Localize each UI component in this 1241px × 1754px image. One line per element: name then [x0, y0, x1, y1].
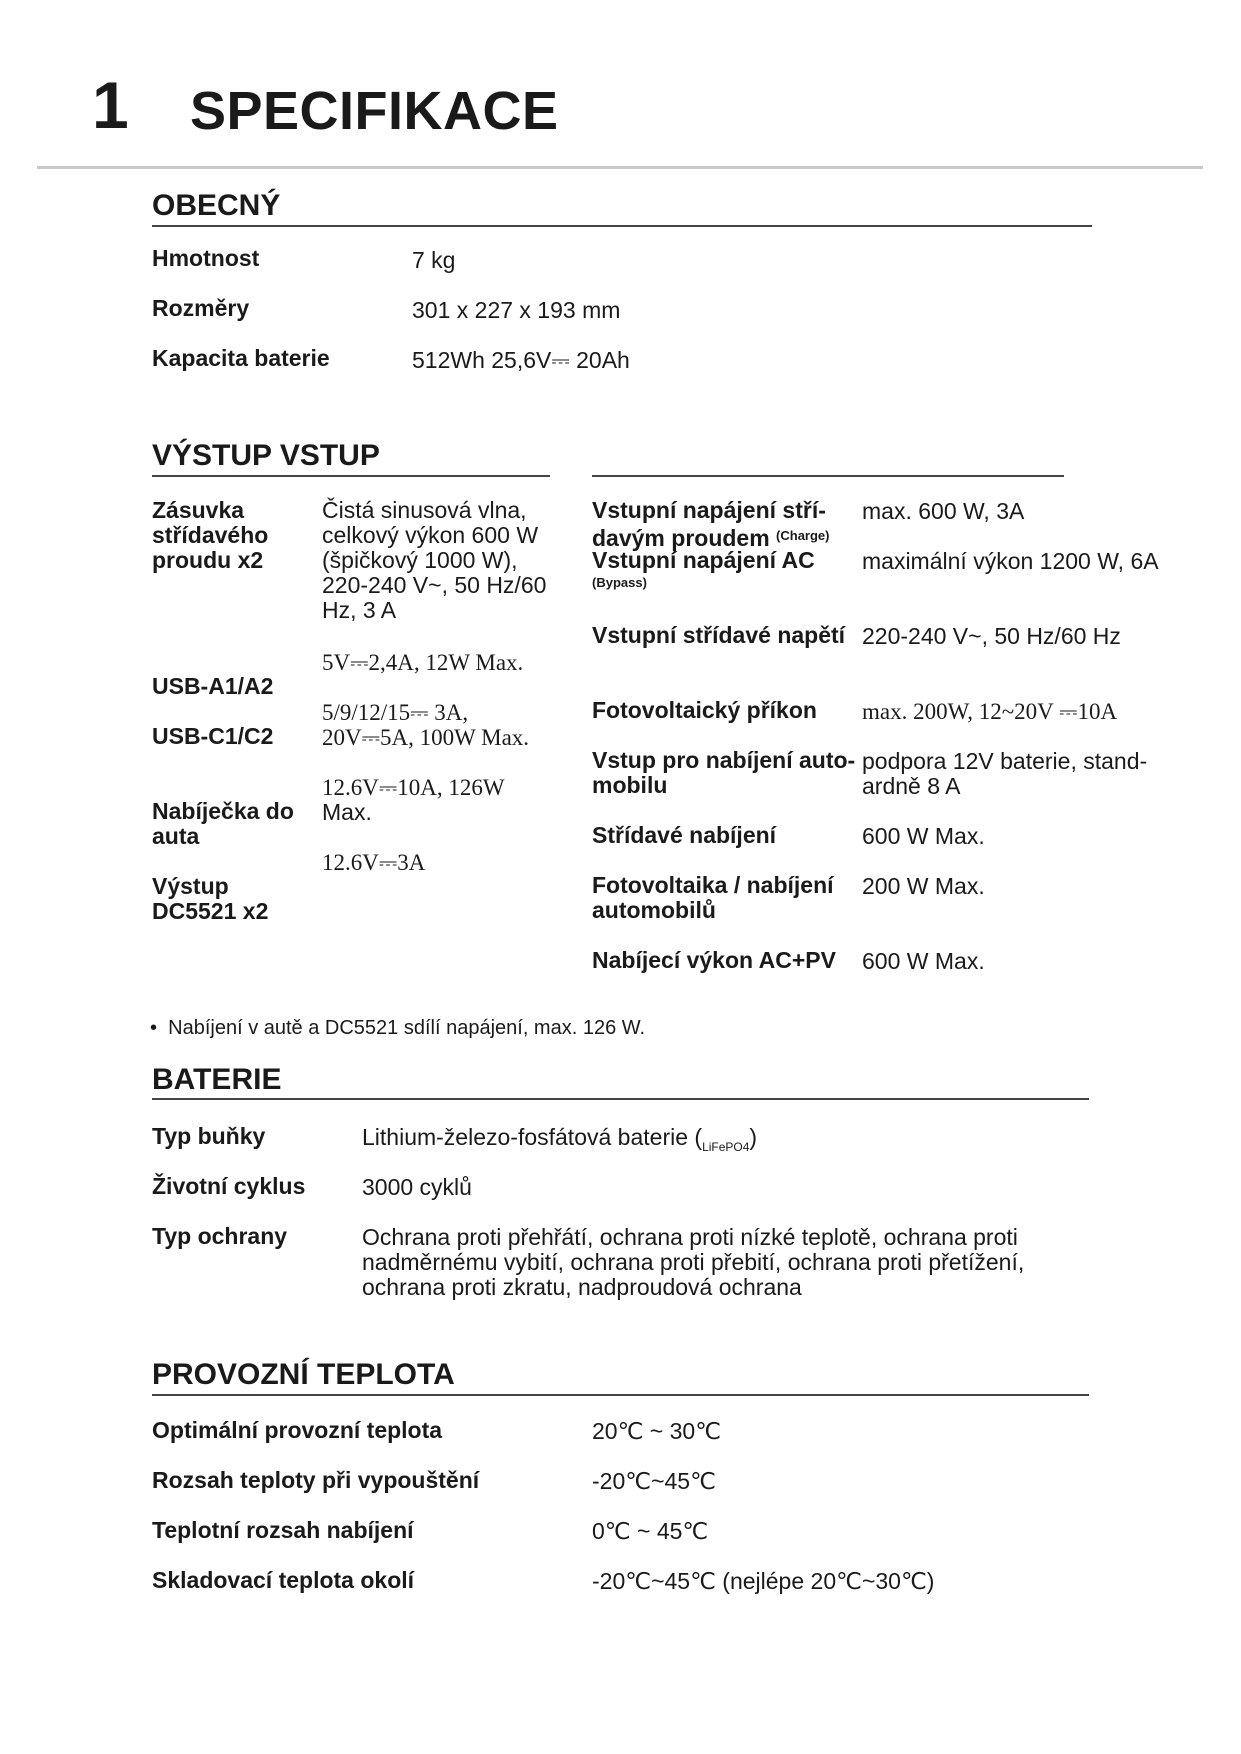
spec-label-usb-c: USB-C1/C2: [152, 723, 274, 749]
chapter-title: SPECIFIKACE: [190, 81, 559, 141]
spec-value-ac-bypass: maximální výkon 1200 W, 6A: [862, 548, 1159, 574]
spec-value-ac-charge: max. 600 W, 3A: [862, 498, 1025, 524]
spec-label-cell-type: Typ buňky: [152, 1123, 266, 1149]
spec-value-life-cycle: 3000 cyklů: [362, 1174, 472, 1200]
spec-label-car-input-line1: Vstup pro nabíjení auto-: [592, 747, 856, 773]
spec-value-cell-type: Lithium-železo-fosfátová baterie $(_{LiFePO4})$: [362, 1124, 758, 1154]
spec-label-weight: Hmotnost: [152, 245, 260, 271]
chapter-divider: [37, 166, 1203, 169]
spec-value-car-charger-line2: Max.: [322, 799, 372, 825]
spec-label-optimal-temp: Optimální provozní teplota: [152, 1417, 443, 1443]
section-divider-battery: [152, 1098, 1089, 1100]
spec-value-pv-input: max. 200W, 12~20V ⎓10A: [862, 699, 1118, 724]
spec-value-protection: Ochrana proti přehřátí, ochrana proti nízké teplotě, ochrana proti nadměrnému vybití, ochrana proti přebití, ochrana proti přetížení, ochrana proti zkratu, nadproudová ochrana: [362, 1224, 1025, 1300]
spec-value-storage-temp: -20℃~45℃ (nejlépe 20℃~30℃): [592, 1568, 935, 1594]
spec-value-pv-car: 200 W Max.: [862, 873, 985, 899]
io-note: • Nabíjení v autě a DC5521 sdílí napájení, max. 126 W.: [150, 1017, 646, 1039]
spec-label-ac-bypass-tag: (Bypass): [592, 575, 647, 590]
spec-label-dc-output-line2: DC5521 x2: [152, 898, 269, 924]
section-title-io: VÝSTUP VSTUP: [152, 439, 380, 472]
spec-value-ac-pv-power: 600 W Max.: [862, 948, 985, 974]
bullet-icon: •: [150, 1017, 158, 1039]
spec-label-protection: Typ ochrany: [152, 1223, 288, 1249]
section-title-temperature: PROVOZNÍ TEPLOTA: [152, 1358, 455, 1391]
spec-label-ac-charging: Střídavé nabíjení: [592, 822, 777, 848]
spec-value-car-input-line1: podpora 12V baterie, stand-: [862, 748, 1148, 774]
section-title-battery: BATERIE: [152, 1063, 282, 1096]
spec-value-capacity: 512Wh 25,6V⎓ 20Ah: [412, 347, 630, 373]
spec-value-usb-c-line2: 20V⎓5A, 100W Max.: [322, 725, 530, 750]
spec-label-ac-voltage: Vstupní střídavé napětí: [592, 622, 846, 648]
spec-label-car-input-line2: mobilu: [592, 772, 668, 798]
spec-value-dc-output: 12.6V⎓3A: [322, 850, 426, 875]
spec-label-charge-temp: Teplotní rozsah nabíjení: [152, 1517, 414, 1543]
spec-label-usb-a: USB-A1/A2: [152, 673, 274, 699]
spec-label-pv-car-line2: automobilů: [592, 897, 716, 923]
section-divider-io-right: [592, 475, 1064, 477]
spec-value-ac-charging: 600 W Max.: [862, 823, 985, 849]
spec-label-pv-input: Fotovoltaický příkon: [592, 697, 817, 723]
spec-label-pv-car-line1: Fotovoltaika / nabíjení: [592, 872, 834, 898]
spec-label-storage-temp: Skladovací teplota okolí: [152, 1567, 415, 1593]
spec-value-usb-a: 5V⎓2,4A, 12W Max.: [322, 650, 524, 675]
spec-value-optimal-temp: 20℃ ~ 30℃: [592, 1418, 722, 1444]
spec-label-dc-output-line1: Výstup: [152, 873, 229, 899]
spec-value-discharge-temp: -20℃~45℃: [592, 1468, 716, 1494]
spec-value-charge-temp: 0℃ ~ 45℃: [592, 1518, 709, 1544]
spec-value-weight: 7 kg: [412, 247, 456, 273]
spec-label-ac-charge-line1: Vstupní napájení stří-: [592, 497, 826, 523]
spec-label-ac-pv-power: Nabíjecí výkon AC+PV: [592, 947, 836, 973]
spec-label-capacity: Kapacita baterie: [152, 345, 330, 371]
section-divider-general: [152, 225, 1092, 227]
spec-label-dimensions: Rozměry: [152, 295, 250, 321]
spec-label-car-charger-line1: Nabíječka do: [152, 798, 294, 824]
spec-value-ac-socket: Čistá sinusová vlna, celkový výkon 600 W (špičkový 1000 W), 220-240 V~, 50 Hz/60 Hz, 3 A: [322, 497, 547, 623]
spec-value-ac-voltage: 220-240 V~, 50 Hz/60 Hz: [862, 623, 1121, 649]
spec-label-life-cycle: Životní cyklus: [152, 1173, 306, 1199]
spec-label-ac-bypass: Vstupní napájení AC: [592, 547, 815, 573]
spec-value-car-input-line2: ardně 8 A: [862, 773, 961, 799]
section-divider-io-left: [152, 475, 550, 477]
spec-label-car-charger-line2: auta: [152, 823, 200, 849]
section-title-general: OBECNÝ: [152, 189, 281, 222]
spec-label-ac-socket: Zásuvka střídavého proudu x2: [152, 497, 269, 573]
spec-value-car-charger-line1: 12.6V⎓10A, 126W: [322, 775, 505, 800]
section-divider-temperature: [152, 1394, 1089, 1396]
spec-value-usb-c-line1: 5/9/12/15⎓ 3A,: [322, 700, 469, 725]
spec-label-ac-charge-line2: davým proudem $^{(Charge)}$: [592, 525, 830, 551]
spec-value-dimensions: 301 x 227 x 193 mm: [412, 297, 621, 323]
spec-label-discharge-temp: Rozsah teploty při vypouštění: [152, 1467, 480, 1493]
chapter-number: 1: [92, 68, 129, 142]
